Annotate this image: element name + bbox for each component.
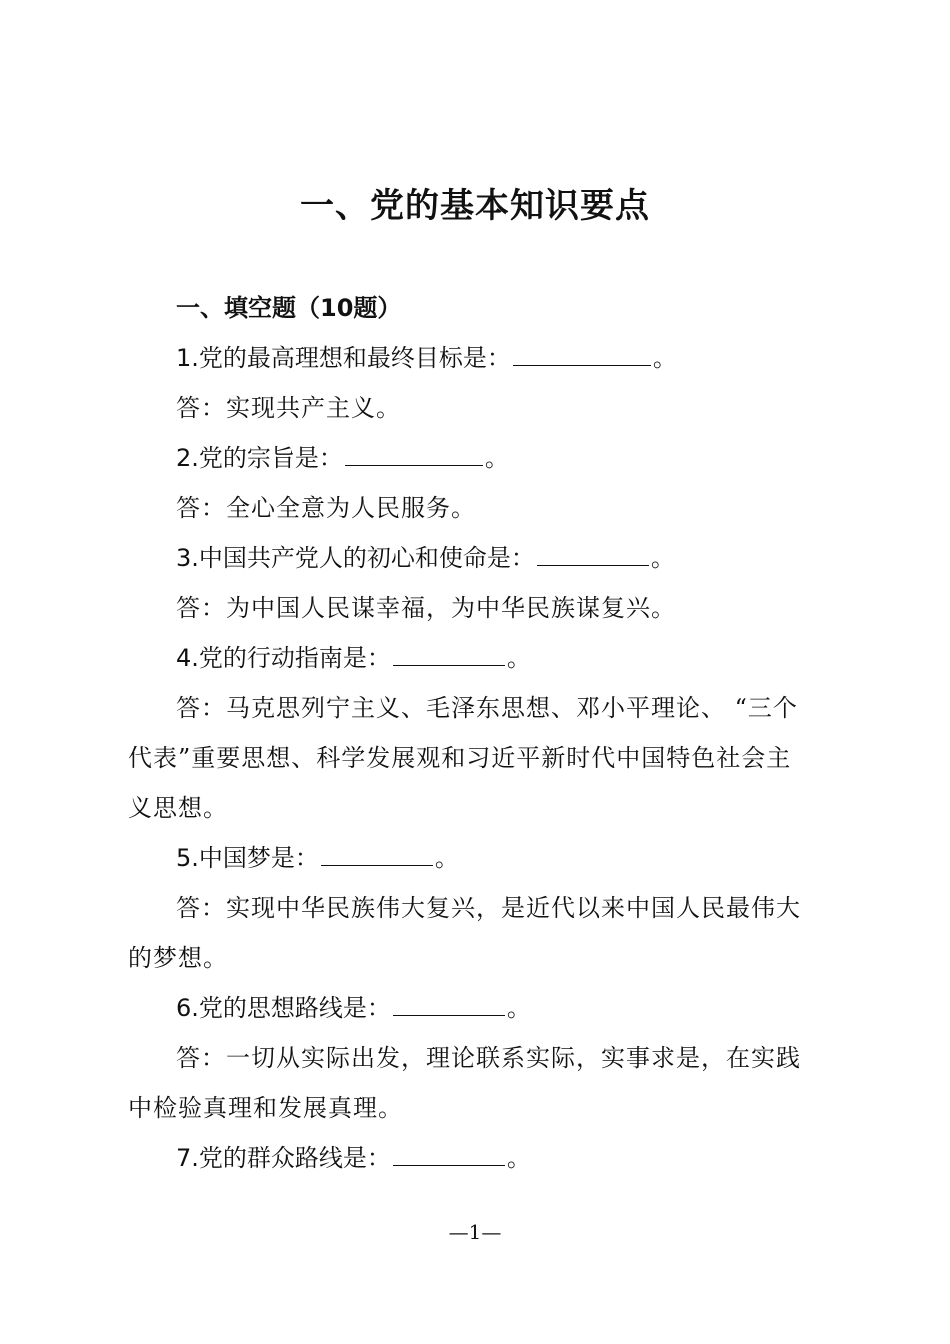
- question-3: [128, 533, 832, 583]
- question-5: [128, 833, 832, 883]
- question-text: 中国梦是：: [198, 844, 319, 872]
- document-title: 一、党的基本知识要点: [300, 186, 650, 226]
- question-2: [128, 433, 832, 483]
- answer-3-line-1: 答：为中国人民谋幸福，为中华民族谋复兴。: [176, 594, 676, 622]
- question-1: [128, 333, 832, 383]
- document-body: [128, 283, 832, 1183]
- answer-4-line-3: 义思想。: [128, 794, 228, 822]
- answer-blank: [393, 1145, 505, 1166]
- answer-blank: [393, 995, 505, 1016]
- question-text: 党的行动指南是：: [198, 644, 391, 672]
- answer-6-line-1: 答：一切从实际出发，理论联系实际，实事求是，在实践: [176, 1044, 801, 1072]
- answer-blank: [321, 845, 433, 866]
- question-text: 党的思想路线是：: [198, 994, 391, 1022]
- question-number: 3.: [176, 544, 199, 572]
- question-end: 。: [484, 444, 509, 472]
- answer-4-line-2: 代表”重要思想、科学发展观和习近平新时代中国特色社会主: [128, 744, 792, 772]
- question-end: 。: [652, 344, 677, 372]
- question-end: 。: [506, 1144, 531, 1172]
- question-text: 中国共产党人的初心和使命是：: [198, 544, 535, 572]
- question-4: [128, 633, 832, 683]
- answer-5-line-2: 的梦想。: [128, 944, 228, 972]
- question-number: 6.: [176, 994, 199, 1022]
- page-number: —1—: [448, 1220, 502, 1244]
- answer-blank: [537, 545, 649, 566]
- answer-4-line-1: 答：马克思列宁主义、毛泽东思想、邓小平理论、 “三个: [176, 694, 798, 722]
- question-end: 。: [506, 994, 531, 1022]
- question-6: [128, 983, 832, 1033]
- question-end: 。: [434, 844, 459, 872]
- question-number: 7.: [176, 1144, 199, 1172]
- question-text: 党的群众路线是：: [198, 1144, 391, 1172]
- answer-5-line-1: 答：实现中华民族伟大复兴，是近代以来中国人民最伟大: [176, 894, 801, 922]
- answer-blank: [345, 445, 483, 466]
- question-text: 党的宗旨是：: [198, 444, 343, 472]
- question-end: 。: [506, 644, 531, 672]
- answer-1-line-1: 答：实现共产主义。: [176, 394, 401, 422]
- answer-6-line-2: 中检验真理和发展真理。: [128, 1094, 403, 1122]
- question-7: [128, 1133, 832, 1183]
- section-heading: 一、填空题（10题）: [176, 294, 402, 322]
- question-end: 。: [650, 544, 675, 572]
- question-number: 1.: [176, 344, 199, 372]
- question-number: 4.: [176, 644, 199, 672]
- answer-2-line-1: 答：全心全意为人民服务。: [176, 494, 476, 522]
- answer-blank: [513, 345, 651, 366]
- question-text: 党的最高理想和最终目标是：: [198, 344, 511, 372]
- answer-blank: [393, 645, 505, 666]
- question-number: 5.: [176, 844, 199, 872]
- question-number: 2.: [176, 444, 199, 472]
